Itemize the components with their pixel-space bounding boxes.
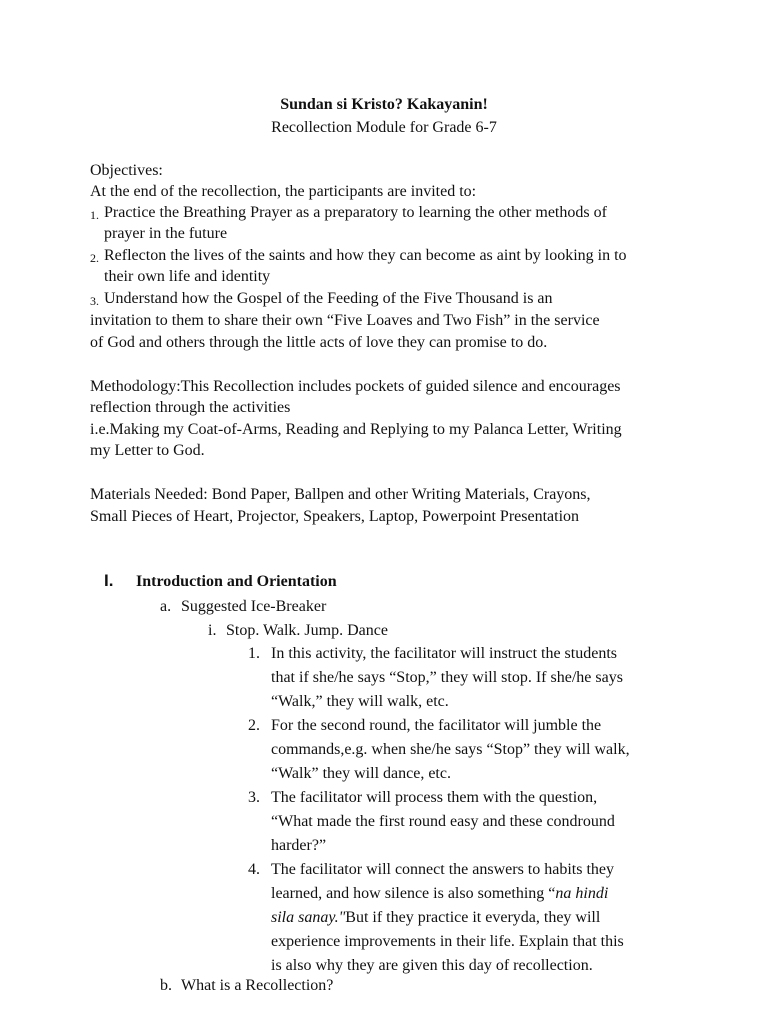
objective-3-line1: Understand how the Gospel of the Feeding of the Five Thousand is an: [104, 290, 553, 307]
step-1-line3: “Walk,” they will walk, etc.: [271, 693, 449, 710]
section-1-title: Introduction and Orientation: [136, 573, 337, 590]
step-4-line3-text: But if they practice it everyda, they will: [345, 909, 601, 926]
step-3-line3: harder?”: [271, 837, 327, 854]
step-1-line1: In this activity, the facilitator will instruct the students: [271, 645, 617, 662]
objective-1-number: 1.: [90, 208, 99, 222]
step-4-line2-italic: na hindi: [555, 885, 609, 902]
methodology-line4: my Letter to God.: [90, 442, 205, 459]
objective-1-line1: Practice the Breathing Prayer as a preparatory to learning the other methods of: [104, 204, 607, 221]
step-4-line5: is also why they are given this day of recollection.: [271, 957, 593, 974]
objective-3-line2: invitation to them to share their own “Five Loaves and Two Fish” in the service: [90, 312, 600, 329]
objective-3-line3: of God and others through the little acts of love they can promise to do.: [90, 334, 548, 351]
step-2-number: 2.: [248, 717, 260, 734]
step-2-line2: commands,e.g. when she/he says “Stop” they will walk,: [271, 741, 630, 758]
step-3-number: 3.: [248, 789, 260, 806]
item-i-text: Stop. Walk. Jump. Dance: [226, 622, 388, 639]
materials-line2: Small Pieces of Heart, Projector, Speakers, Laptop, Powerpoint Presentation: [90, 508, 580, 525]
step-1-line2: that if she/he says “Stop,” they will stop. If she/he says: [271, 669, 623, 686]
step-2-line3: “Walk” they will dance, etc.: [271, 765, 451, 782]
item-a-text: Suggested Ice-Breaker: [181, 598, 327, 615]
step-3-line1: The facilitator will process them with the question,: [271, 789, 598, 806]
step-4-number: 4.: [248, 861, 260, 878]
materials-line1: Materials Needed: Bond Paper, Ballpen and other Writing Materials, Crayons,: [90, 486, 591, 503]
item-i-label: i.: [208, 622, 217, 639]
step-3-line2: “What made the first round easy and these condround: [271, 813, 615, 830]
objective-1-line2: prayer in the future: [104, 225, 228, 242]
item-b-text: What is a Recollection?: [181, 977, 334, 994]
objective-3-number: 3.: [90, 294, 99, 308]
objective-2-line1: Reflecton the lives of the saints and how they can become as aint by looking in to: [104, 247, 627, 264]
objectives-intro: At the end of the recollection, the participants are invited to:: [90, 183, 477, 200]
item-a-label: a.: [160, 598, 172, 615]
step-4-line3: [271, 907, 600, 929]
step-4-line2: [271, 883, 608, 905]
methodology-line2: reflection through the activities: [90, 399, 291, 416]
step-2-line1: For the second round, the facilitator will jumble the: [271, 717, 602, 734]
step-1-number: 1.: [248, 645, 260, 662]
document-subtitle: Recollection Module for Grade 6-7: [271, 119, 497, 136]
objective-2-line2: their own life and identity: [104, 268, 271, 285]
methodology-line1: Methodology:This Recollection includes pockets of guided silence and encourages: [90, 378, 621, 395]
methodology-line3: i.e.Making my Coat-of-Arms, Reading and Replying to my Palanca Letter, Writing: [90, 421, 622, 438]
step-4-line2-text: learned, and how silence is also something “: [271, 885, 556, 902]
section-1-number: I.: [104, 571, 114, 590]
objectives-label: Objectives:: [90, 162, 163, 179]
document-title: Sundan si Kristo? Kakayanin!: [280, 96, 488, 113]
step-4-line3-italic: sila sanay.": [271, 909, 346, 926]
step-4-line4: experience improvements in their life. Explain that this: [271, 933, 624, 950]
item-b-label: b.: [160, 977, 172, 994]
step-4-line1: The facilitator will connect the answers to habits they: [271, 861, 614, 878]
objective-2-number: 2.: [90, 251, 99, 265]
